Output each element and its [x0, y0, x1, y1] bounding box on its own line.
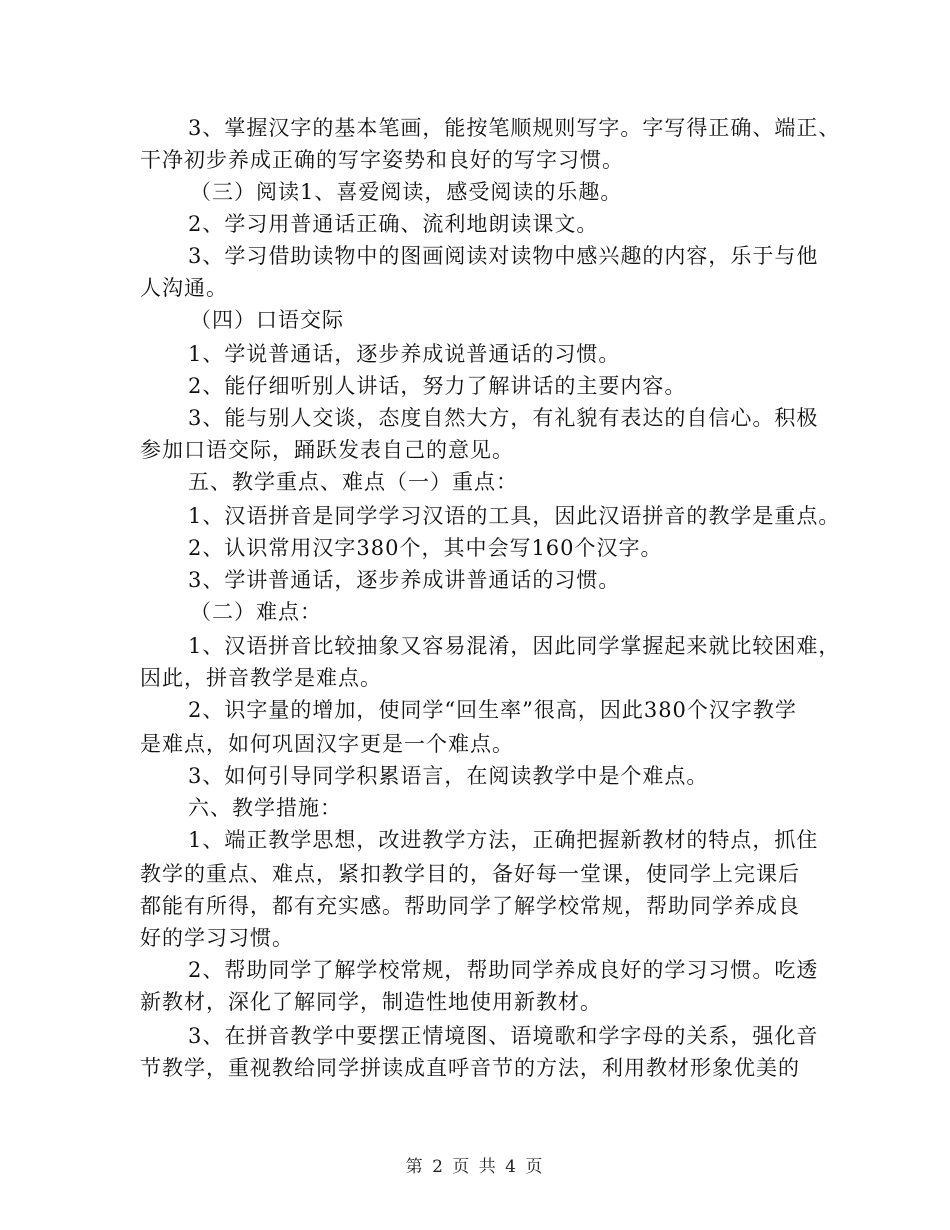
- text-line: 2、认识常用汉字380个，其中会写160个汉字。: [188, 536, 663, 560]
- text-line: 因此，拼音教学是难点。: [140, 666, 382, 690]
- text-line: 3、如何引导同学积累语言，在阅读教学中是个难点。: [188, 764, 709, 788]
- text-line: 2、学习用普通话正确、流利地朗读课文。: [188, 212, 599, 236]
- page-number-footer: 第 2 页 共 4 页: [405, 1157, 545, 1177]
- text-line: 2、帮助同学了解学校常规，帮助同学养成良好的学习习惯。吃透: [188, 958, 819, 982]
- text-line: 人沟通。: [140, 276, 228, 300]
- section-heading: （四）口语交际: [190, 308, 344, 332]
- text-line: 3、学讲普通话，逐步养成讲普通话的习惯。: [188, 568, 621, 592]
- section-heading: 五、教学重点、难点（一）重点：: [188, 470, 518, 494]
- text-line: 3、能与别人交谈，态度自然大方，有礼貌有表达的自信心。积极: [188, 406, 819, 430]
- section-heading: （三）阅读1、喜爱阅读，感受阅读的乐趣。: [190, 180, 623, 204]
- text-line: 都能有所得，都有充实感。帮助同学了解学校常规，帮助同学养成良: [140, 894, 800, 918]
- text-line: 好的学习习惯。: [140, 926, 294, 950]
- text-line: 是难点，如何巩固汉字更是一个难点。: [140, 732, 514, 756]
- text-line: 3、在拼音教学中要摆正情境图、语境歌和学字母的关系，强化音: [188, 1024, 819, 1048]
- text-line: 参加口语交际，踊跃发表自己的意见。: [140, 438, 514, 462]
- text-line: 1、端正教学思想，改进教学方法，正确把握新教材的特点，抓住: [188, 828, 819, 852]
- section-heading: 六、教学措施：: [188, 796, 342, 820]
- text-line: 3、学习借助读物中的图画阅读对读物中感兴趣的内容，乐于与他: [188, 244, 819, 268]
- text-line: 1、学说普通话，逐步养成说普通话的习惯。: [188, 342, 621, 366]
- text-line: 节教学，重视教给同学拼读成直呼音节的方法，利用教材形象优美的: [140, 1056, 800, 1080]
- text-line: 1、汉语拼音是同学学习汉语的工具，因此汉语拼音的教学是重点。: [188, 504, 841, 528]
- text-line: 新教材，深化了解同学，制造性地使用新教材。: [140, 990, 602, 1014]
- text-line: 教学的重点、难点，紧扣教学目的，备好每一堂课，使同学上完课后: [140, 862, 800, 886]
- text-line: 2、识字量的增加，使同学“回生率”很高，因此380个汉字教学: [188, 698, 797, 722]
- text-line: 3、掌握汉字的基本笔画，能按笔顺规则写字。字写得正确、端正、: [188, 116, 841, 140]
- section-heading: （二）难点：: [190, 600, 322, 624]
- text-line: 1、汉语拼音比较抽象又容易混淆，因此同学掌握起来就比较困难，: [188, 634, 841, 658]
- text-line: 干净初步养成正确的写字姿势和良好的写字习惯。: [140, 148, 624, 172]
- text-line: 2、能仔细听别人讲话，努力了解讲话的主要内容。: [188, 374, 687, 398]
